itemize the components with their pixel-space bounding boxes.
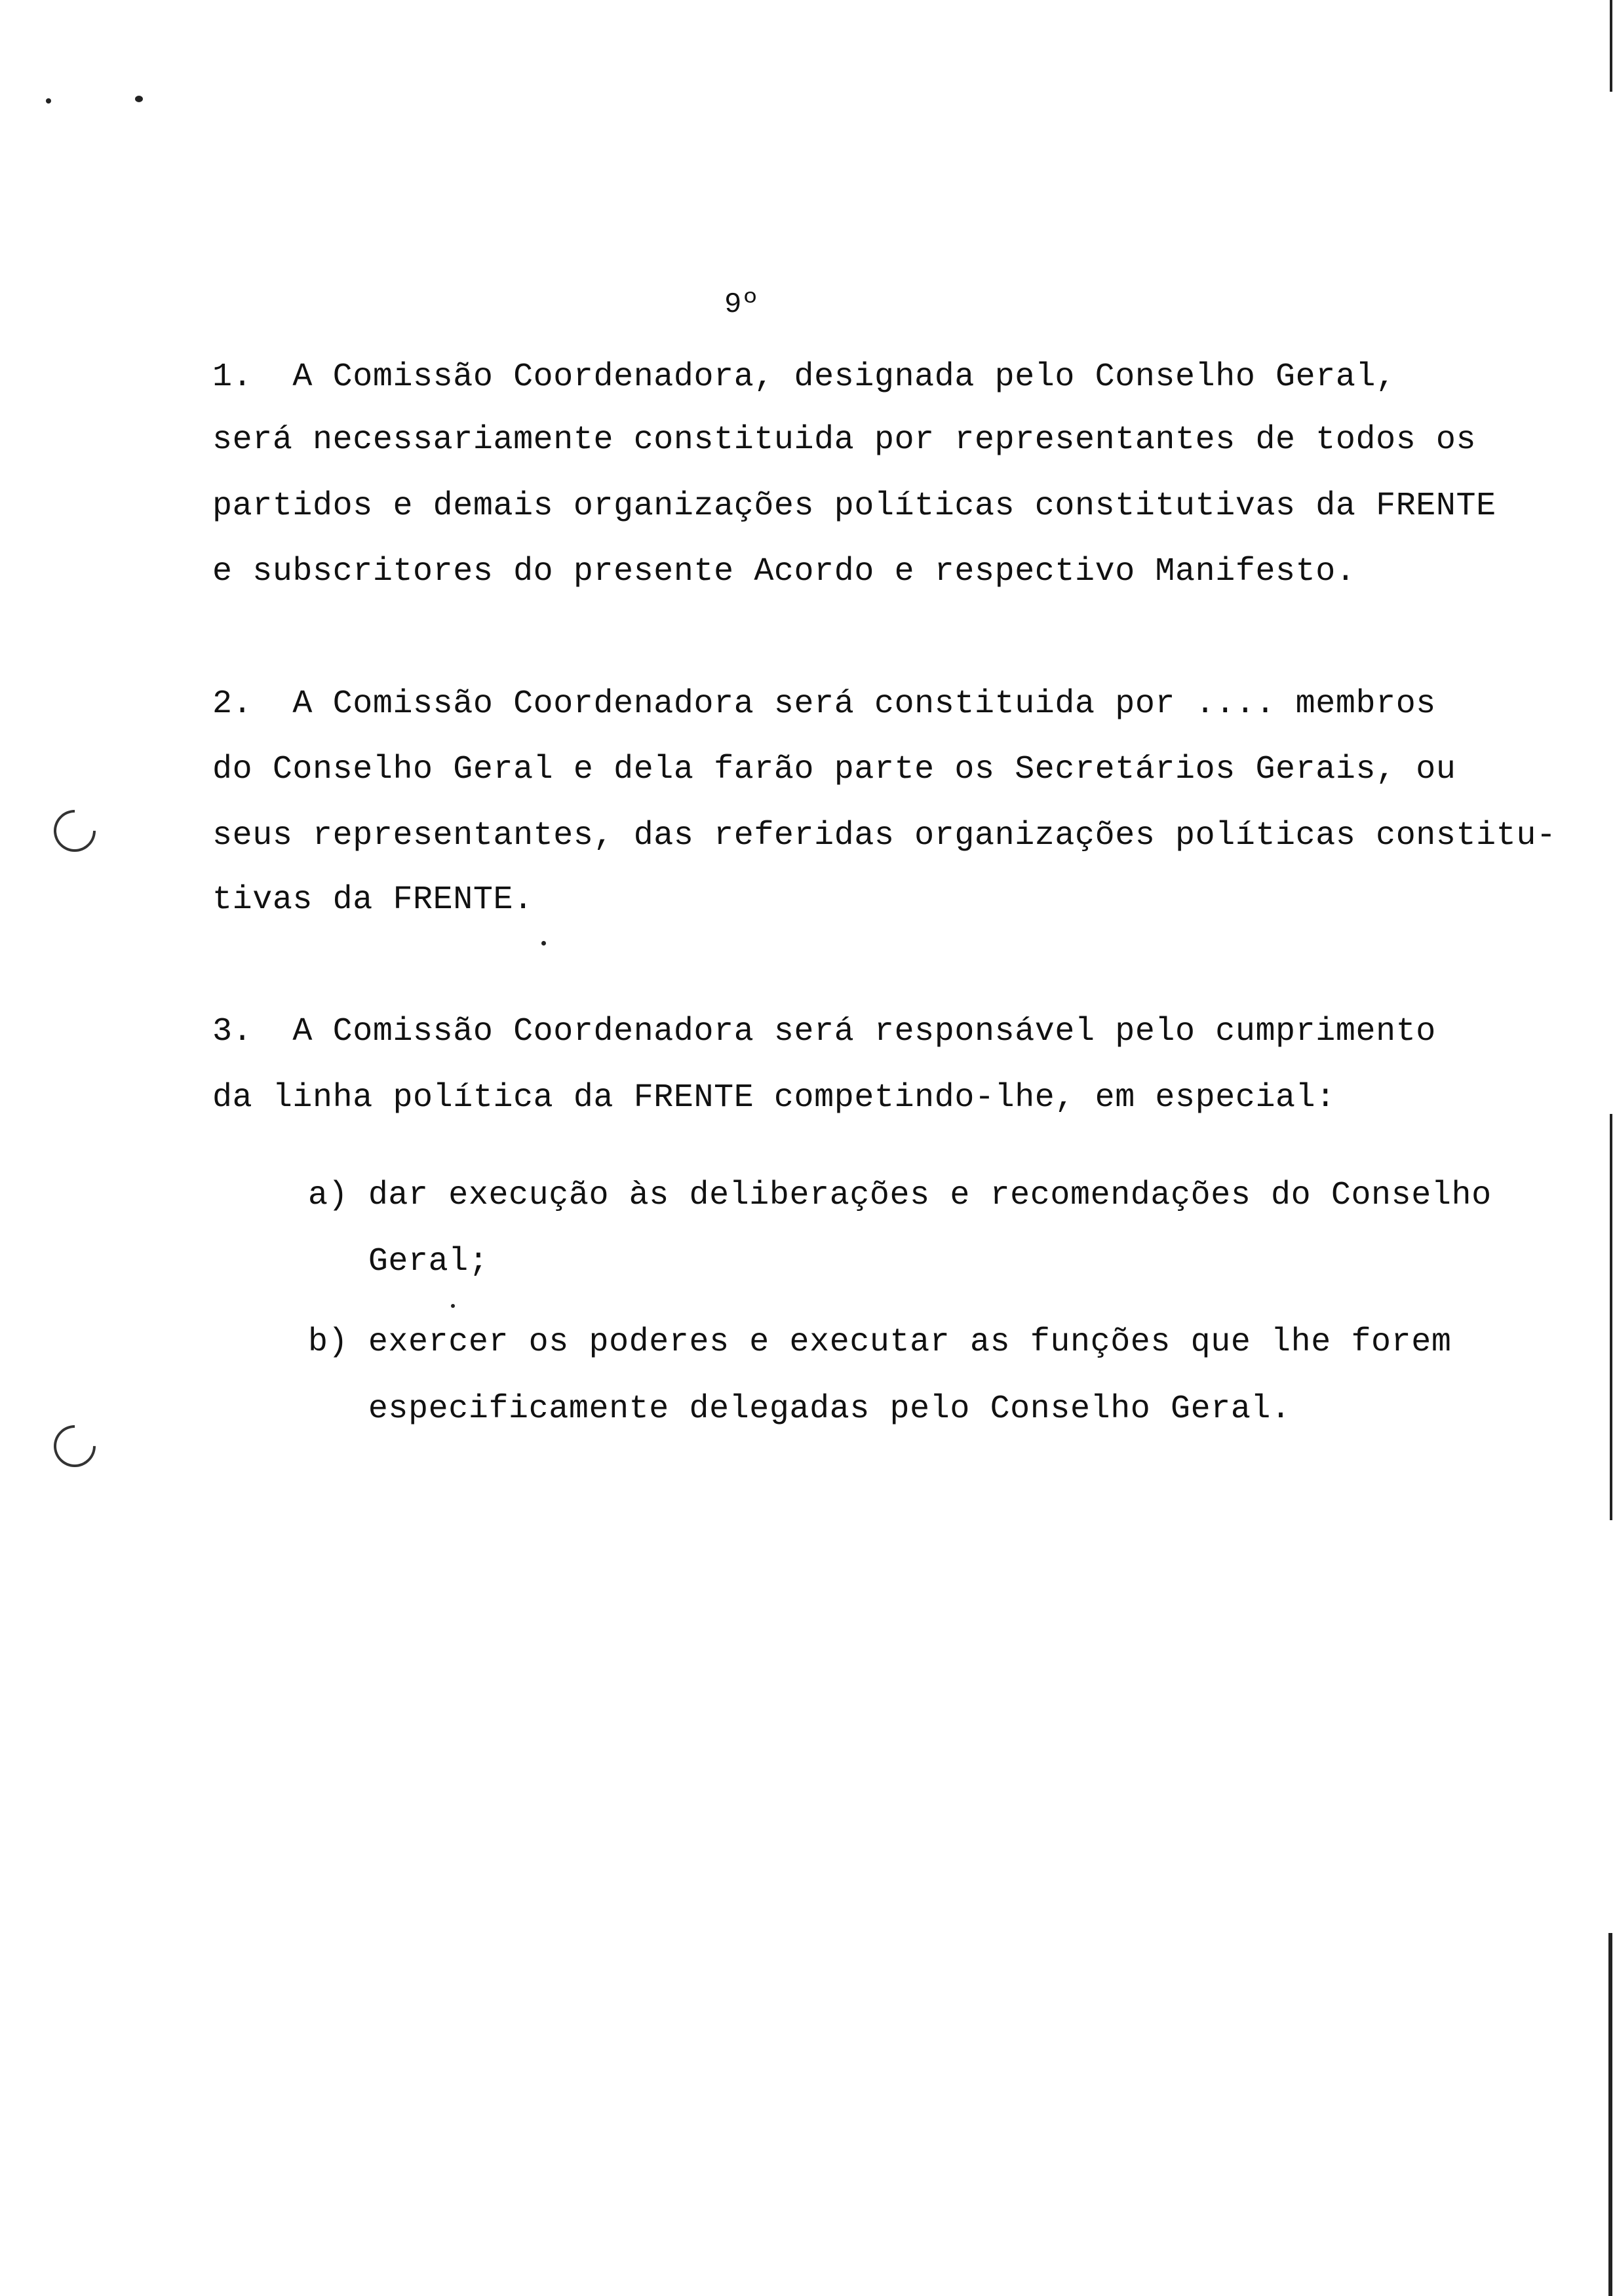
text-line: partidos e demais organizações políticas constitutivas da FRENTE bbox=[212, 488, 1496, 525]
text-line: será necessariamente constituida por representantes de todos os bbox=[212, 421, 1477, 459]
text-line: 2. A Comissão Coordenadora será constituida por .... membros bbox=[212, 685, 1436, 723]
text-line: tivas da FRENTE. bbox=[212, 881, 534, 919]
text-line: especificamente delegadas pelo Conselho Geral. bbox=[308, 1390, 1291, 1428]
speck bbox=[451, 1304, 455, 1308]
speck bbox=[135, 96, 143, 102]
text-line: seus representantes, das referidas organizações políticas constitu- bbox=[212, 817, 1557, 854]
punch-hole-mark bbox=[45, 1417, 105, 1476]
scan-edge-mark bbox=[1608, 1933, 1612, 2296]
speck bbox=[46, 98, 51, 104]
punch-hole-mark bbox=[45, 801, 105, 861]
text-line: do Conselho Geral e dela farão parte os Secretários Gerais, ou bbox=[212, 751, 1456, 788]
text-line: e subscritores do presente Acordo e respectivo Manifesto. bbox=[212, 553, 1356, 590]
text-line: da linha política da FRENTE competindo-lhe, em especial: bbox=[212, 1079, 1336, 1117]
text-line: b) exercer os poderes e executar as funções que lhe forem bbox=[308, 1324, 1452, 1361]
scan-edge-mark bbox=[1610, 1114, 1612, 1520]
speck bbox=[541, 941, 546, 946]
text-line: a) dar execução às deliberações e recomendações do Conselho bbox=[308, 1177, 1492, 1214]
text-line: 1. A Comissão Coordenadora, designada pelo Conselho Geral, bbox=[212, 358, 1396, 396]
text-line: Geral; bbox=[308, 1243, 489, 1280]
text-line: 3. A Comissão Coordenadora será responsável pelo cumprimento bbox=[212, 1013, 1436, 1050]
page-number: 9º bbox=[724, 288, 759, 321]
scan-edge-mark bbox=[1610, 0, 1612, 92]
